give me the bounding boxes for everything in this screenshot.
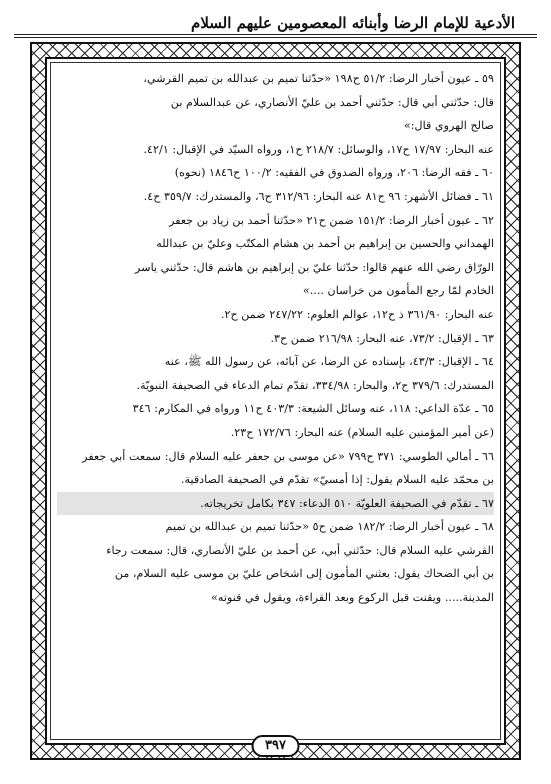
text-line: (عن أمير المؤمنين عليه السلام) عنه البحار: ١٧٢/٧٦ ح٢٣. <box>230 425 494 439</box>
text-line: ٦٥ ـ عدّة الداعي: ١١٨، عنه وسائل الشيعة: ٤٠٣/٣ ح١١ ورواه في المكارم: ٣٤٦ <box>132 402 494 416</box>
footnote-text <box>57 67 494 713</box>
text-line: الخادم لمّا رجع المأمون من خراسان ....» <box>302 284 494 298</box>
text-line: المستدرك: ٣٧٩/٦ ح٢، والبحار: ٣٣٤/٩٨، تقدّم تمام الدعاء في الصحيفة النبويّة. <box>136 378 494 392</box>
ornamental-border <box>30 42 521 760</box>
text-line: ٦١ ـ فضائل الأشهر: ٩٦ ح٨١ عنه البحار: ٣١٢/٩٦ ح٦، والمستدرك: ٣٥٩/٧ ح٤. <box>143 189 494 203</box>
text-line: عنه البحار: ١٧/٩٧ ح١٧، والوسائل: ٢١٨/٧ ح١، ورواه السيّد في الإقبال: ٤٢/١. <box>143 142 494 156</box>
text-line: ٦٧ ـ تقدّم في الصحيفة العلويّة ٥١٠ الدعاء: ٣٤٧ بكامل تخريجاته. <box>57 492 494 516</box>
text-line: بن محمّد عليه السلام يقول: إذا أمسيّ» تقدّم في الصحيفة الصادقية. <box>180 473 494 487</box>
text-line: القرشي عليه السلام قال: حدّثني أبي، عن أحمد بن عليّ الأنصاري، قال: سمعت رجاء <box>106 543 494 557</box>
text-line: ٦٦ ـ أمالي الطوسي: ٣٧١ ح٧٩٩ «عن موسى بن جعفر عليه السلام قال: سمعت أبي جعفر <box>82 449 494 463</box>
text-line: ٦٢ ـ عيون أخبار الرضا: ١٥١/٢ ضمن ح٢١ «حدّثنا أحمد بن زياد بن جعفر <box>169 213 494 227</box>
text-line: الهمداني والحسين بن إبراهيم بن أحمد بن هشام المكتّب وعليّ بن عبدالله <box>156 237 494 251</box>
text-line: ٥٩ ـ عيون أخبار الرضا: ٥١/٢ ح١٩٨ «حدّثنا تميم بن عبدالله بن تميم القرشي، <box>143 72 494 85</box>
text-line: قال: حدّثني أبي قال: حدّثني أحمد بن عليّ الأنصاري، عن عبدالسلام بن <box>170 95 494 109</box>
text-line: صالح الهروي قال:» <box>403 119 494 133</box>
text-line: بن أبي الضحاك يقول: بعثني المأمون إلى اشخاص عليّ بن موسى عليه السلام، من <box>114 567 494 581</box>
header-rule-bottom <box>14 37 537 38</box>
text-line: عنه البحار: ٣٦١/٩٠ ذ ح١٢، عوالم العلوم: ٢٤٧/٢٢ ضمن ح٢. <box>220 307 494 321</box>
running-header <box>14 8 537 32</box>
text-line: ٦٣ ـ الإقبال: ٧٣/٢، عنه البحار: ٢١٦/٩٨ ضمن ح٣. <box>270 331 494 345</box>
page-number: ٣٩٧ <box>251 735 300 757</box>
header-title: الأدعية للإمام الرضا وأبنائه المعصومين عليهم السلام <box>191 14 515 32</box>
header-rule-top <box>14 34 537 35</box>
text-line: الورّاق رضي الله عنهم قالوا: حدّثنا عليّ بن إبراهيم بن هاشم قال: حدّثني ياسر <box>135 260 494 274</box>
text-line: ٦٨ ـ عيون أخبار الرضا: ١٨٢/٢ ضمن ح٥ «حدّثنا تميم بن عبدالله بن تميم <box>165 520 494 534</box>
text-line: المدينة..... ويقنت قبل الركوع وبعد القراءة، ويقول في قنوته» <box>211 591 494 605</box>
text-line: ٦٤ ـ الإقبال: ٤٣/٣، بإسناده عن الرضا، عن آبائه، عن رسول الله ﷺ، عنه <box>164 355 494 369</box>
text-line: ٦٠ ـ فقه الرضا: ٢٠٦، ورواه الصدوق في الفقيه: ١٠٠/٢ ح١٨٤٦ (نحوه) <box>174 166 494 180</box>
text-panel <box>45 57 506 753</box>
